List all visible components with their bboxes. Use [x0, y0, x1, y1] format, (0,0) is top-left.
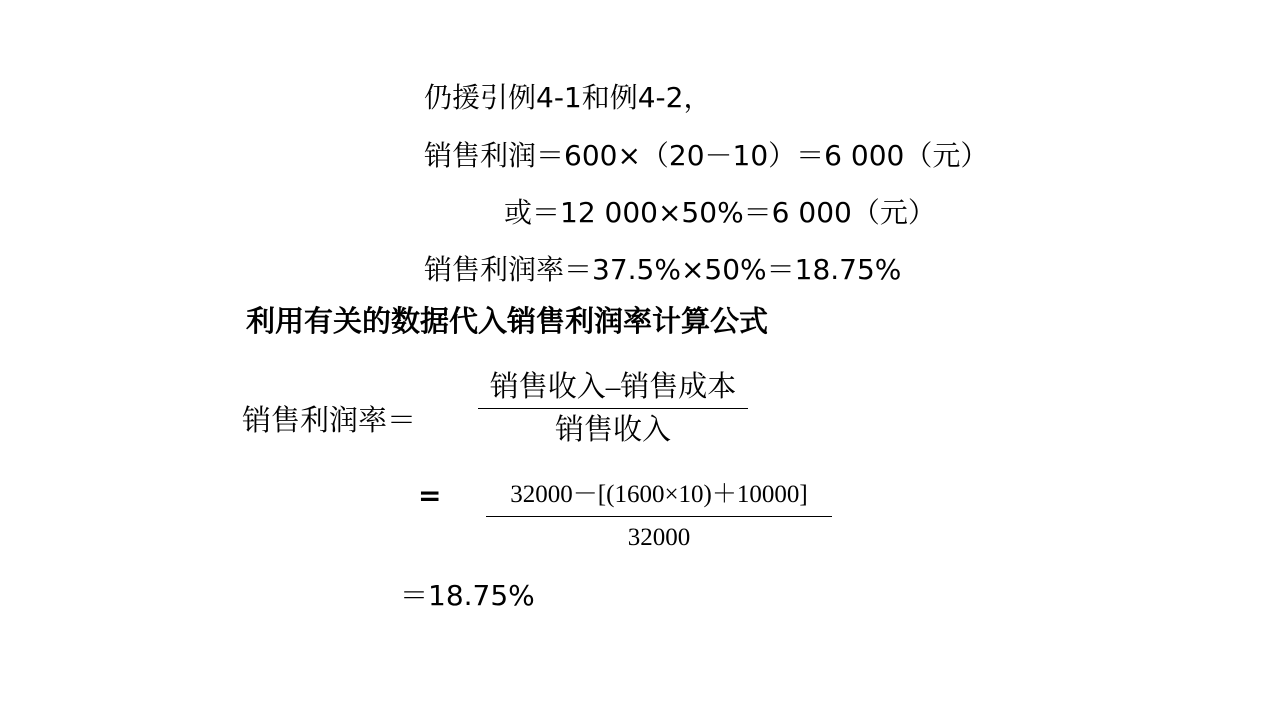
- formula-fraction: [478, 368, 748, 449]
- sales-profit-calculation: 销售利润＝600×（20－10）＝6 000（元）: [424, 139, 989, 172]
- profit-margin-label: 销售利润率＝: [242, 403, 417, 437]
- sales-profit-alternative: 或＝12 000×50%＝6 000（元）: [504, 196, 936, 229]
- formula-intro: 利用有关的数据代入销售利润率计算公式: [246, 304, 769, 338]
- numeric-denominator: 32000: [627, 524, 691, 551]
- profit-margin-calculation: 销售利润率＝37.5%×50%＝18.75%: [424, 253, 902, 286]
- formula-denominator: 销售收入: [554, 414, 671, 446]
- final-result: ＝18.75%: [400, 579, 535, 612]
- fraction-bar: [486, 516, 832, 517]
- numeric-numerator: 32000－[(1600×10)＋10000]: [510, 481, 808, 508]
- intro-line: 仍援引例4-1和例4-2，: [424, 81, 712, 114]
- numeric-fraction: [486, 476, 832, 557]
- fraction-bar: [478, 408, 748, 409]
- formula-numerator: 销售收入–销售成本: [489, 371, 737, 403]
- equals-sign: =: [418, 479, 442, 512]
